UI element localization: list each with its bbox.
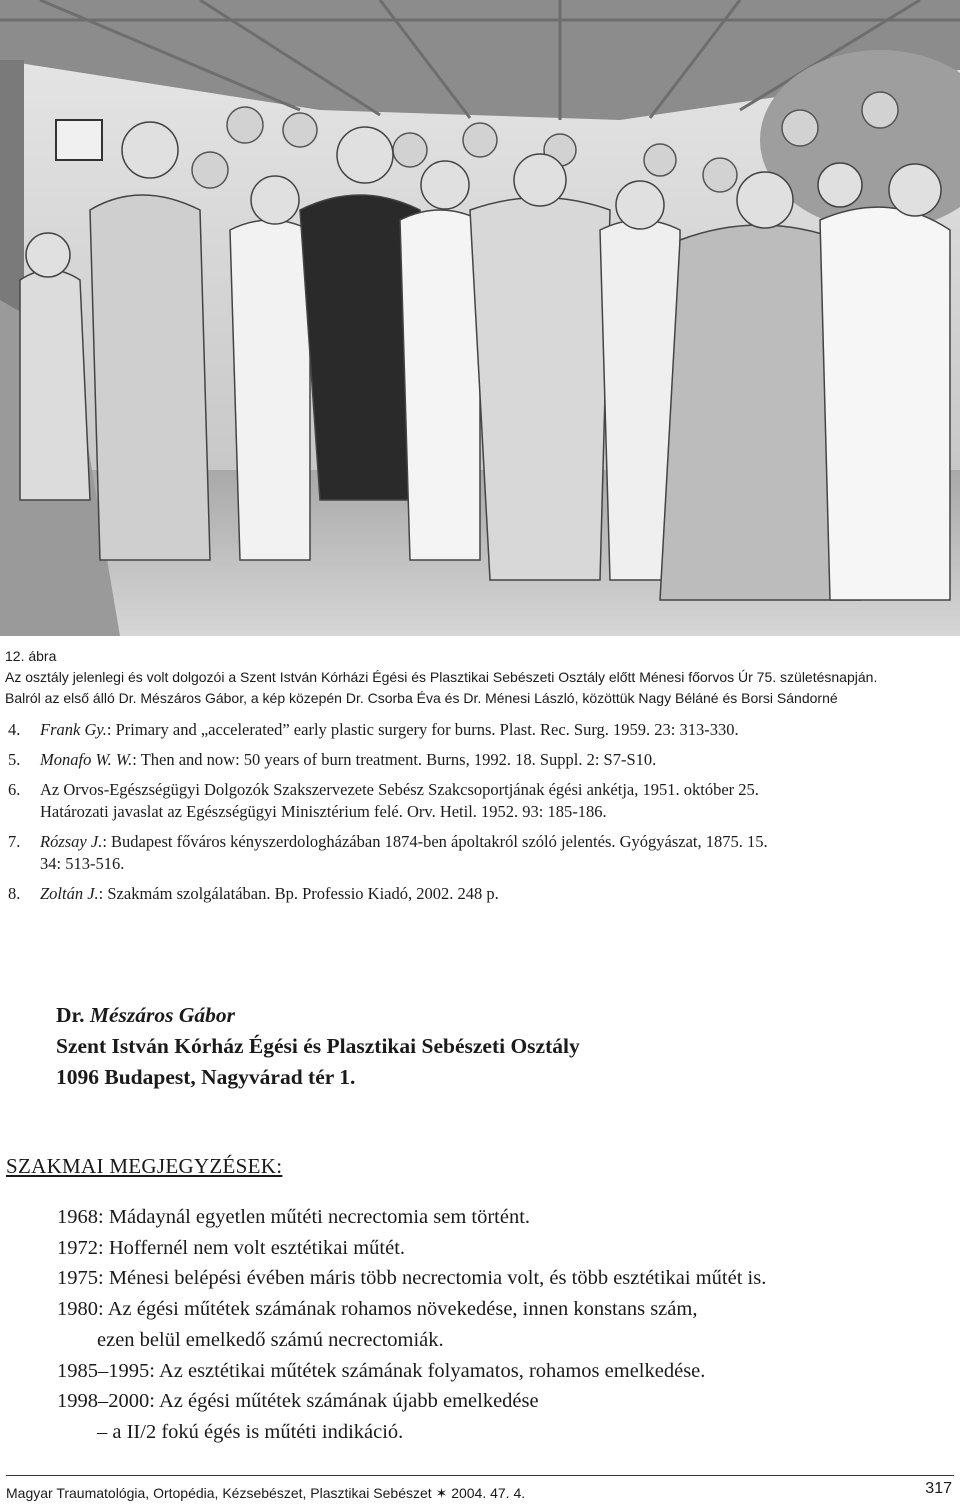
note-line: 1972: Hoffernél nem volt esztétikai műtét. — [57, 1236, 406, 1259]
reference-body: : Budapest főváros kényszerdologházában 1874-ben ápoltakról szóló jelentés. Gyógyászat, 1875. 15. — [102, 832, 768, 851]
note-line: 1998–2000: Az égési műtétek számának újabb emelkedése — [57, 1390, 539, 1413]
journal-name: Magyar Traumatológia, Ortopédia, Kézsebészet, Plasztikai Sebészet — [6, 1485, 432, 1501]
reference-text — [40, 719, 953, 741]
reference-author: Frank Gy. — [40, 720, 107, 739]
reference-body: : Primary and „accelerated” early plastic surgery for burns. Plast. Rec. Surg. 1959. 23: 313-330. — [106, 720, 739, 739]
note-line: ezen belül emelkedő számú necrectomiák. — [97, 1328, 444, 1351]
reference-item — [8, 831, 953, 875]
author-institution: Szent István Kórház Égési és Plasztikai Sebészeti Osztály — [56, 1034, 580, 1058]
reference-text — [40, 749, 953, 771]
reference-item — [8, 749, 953, 771]
figure-label: 12. ábra — [5, 648, 57, 664]
notes-list — [57, 1202, 766, 1448]
star-icon: ✶ — [435, 1485, 448, 1501]
reference-list — [8, 719, 953, 913]
reference-number: 7. — [8, 832, 21, 851]
reference-number: 6. — [8, 780, 21, 799]
author-prefix: Dr. — [56, 1003, 90, 1027]
reference-text — [40, 831, 953, 853]
reference-text: Határozati javaslat az Egészségügyi Minisztérium felé. Orv. Hetil. 1952. 93: 185-186. — [40, 802, 607, 821]
reference-item — [8, 719, 953, 741]
reference-text: Az Orvos-Egészségügyi Dolgozók Szakszervezete Sebész Szakcsoportjának égési ankétja, 1951. október 25. — [40, 780, 759, 799]
note-line: 1968: Mádaynál egyetlen műtéti necrectomia sem történt. — [57, 1206, 531, 1228]
page-number: 317 — [925, 1480, 952, 1497]
reference-text — [40, 883, 953, 905]
footer — [6, 1485, 525, 1502]
note-line: 1980: Az égési műtétek számának rohamos növekedése, innen konstans szám, — [57, 1298, 698, 1321]
author-address: 1096 Budapest, Nagyvárad tér 1. — [56, 1065, 356, 1089]
reference-number: 8. — [8, 884, 21, 903]
reference-number: 4. — [8, 720, 21, 739]
note-line: – a II/2 fokú égés is műtéti indikáció. — [97, 1420, 404, 1443]
reference-item — [8, 779, 953, 823]
reference-text: 34: 513-516. — [40, 854, 125, 873]
notes-heading: SZAKMAI MEGJEGYZÉSEK: — [6, 1154, 283, 1178]
author-address-block — [56, 1000, 580, 1093]
reference-author: Rózsay J. — [40, 832, 103, 851]
footer-divider — [6, 1475, 954, 1476]
group-photo — [0, 0, 960, 636]
reference-number: 5. — [8, 750, 21, 769]
figure-caption — [5, 646, 955, 709]
reference-item — [8, 883, 953, 905]
note-line: 1985–1995: Az esztétikai műtétek számának folyamatos, rohamos emelkedése. — [57, 1359, 706, 1382]
group-photo-icon — [0, 0, 960, 636]
reference-author: Zoltán J. — [40, 884, 99, 903]
reference-body: : Then and now: 50 years of burn treatment. Burns, 1992. 18. Suppl. 2: S7-S10. — [132, 750, 657, 769]
reference-body: : Szakmám szolgálatában. Bp. Professio Kiadó, 2002. 248 p. — [98, 884, 499, 903]
author-name: Mészáros Gábor — [89, 1003, 236, 1027]
note-line: 1975: Ménesi belépési évében máris több necrectomia volt, és több esztétikai műtét is. — [57, 1267, 767, 1290]
caption-line: Balról az első álló Dr. Mészáros Gábor, a kép közepén Dr. Csorba Éva és Dr. Ménesi László, közöttük Nagy Béláné és Borsi Sándorné — [5, 690, 838, 706]
reference-author: Monafo W. W. — [40, 750, 133, 769]
author-name-line — [56, 1000, 580, 1031]
caption-line: Az osztály jelenlegi és volt dolgozói a Szent István Kórházi Égési és Plasztikai Sebészeti Osztály előtt Ménesi főorvos Úr 75. születésnapján. — [5, 669, 878, 685]
issue-info: 2004. 47. 4. — [451, 1485, 526, 1501]
